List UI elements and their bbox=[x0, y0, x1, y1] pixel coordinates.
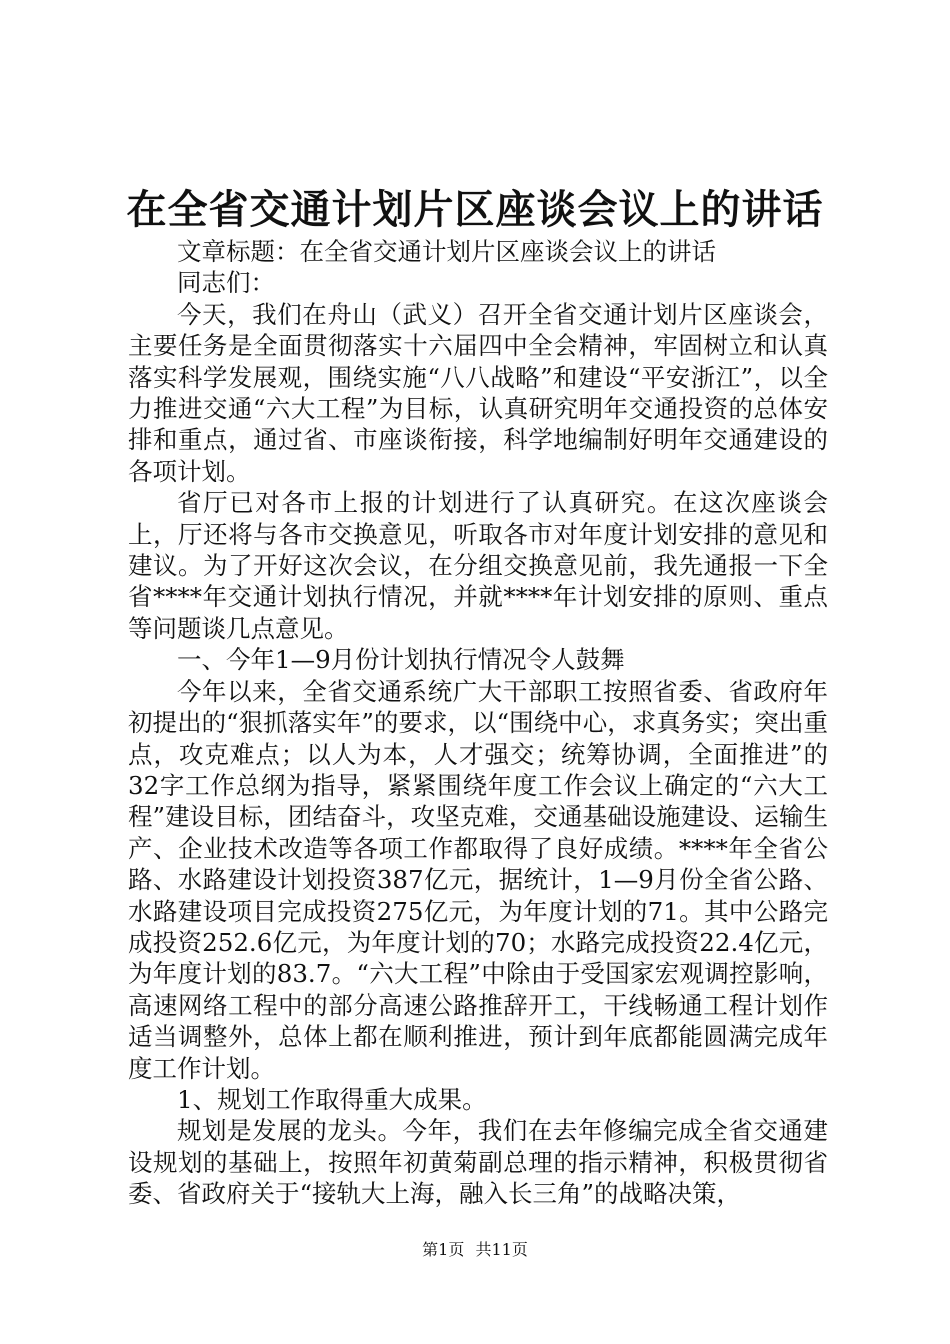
page-number: 第1页 bbox=[422, 1240, 465, 1259]
paragraph: 规划是发展的龙头。今年，我们在去年修编完成全省交通建设规划的基础上，按照年初黄菊副总理的指示精神，积极贯彻省委、省政府关于“接轨大上海，融入长三角”的战略决策， bbox=[128, 1116, 828, 1209]
page-total: 共11页 bbox=[475, 1240, 528, 1259]
paragraph: 今年以来，全省交通系统广大干部职工按照省委、省政府年初提出的“狠抓落实年”的要求，以“围绕中心，求真务实；突出重点，攻克难点；以人为本，人才强交；统筹协调，全面推进”的32字工作总纲为指导，紧紧围绕年度工作会议上确定的“六大工程”建设目标，团结奋斗，攻坚克难，交通基础设施建设、运输生产、企业技术改造等各项工作都取得了良好成绩。****年全省公路、水路建设计划投资387亿元，据统计，1—9月份全省公路、水路建设项目完成投资275亿元，为年度计划的71。其中公路完成投资252.6亿元，为年度计划的70；水路完成投资22.4亿元，为年度计划的83.7。“六大工程”中除由于受国家宏观调控影响，高速网络工程中的部分高速公路推辞开工，干线畅通工程计划作适当调整外，总体上都在顺利推进，预计到年底都能圆满完成年度工作计划。 bbox=[128, 676, 828, 1083]
paragraph: 省厅已对各市上报的计划进行了认真研究。在这次座谈会上，厅还将与各市交换意见，听取各市对年度计划安排的意见和建议。为了开好这次会议，在分组交换意见前，我先通报一下全省****年交通计划执行情况，并就****年计划安排的原则、重点等问题谈几点意见。 bbox=[128, 488, 828, 643]
subsection-heading: 1、规划工作取得重大成果。 bbox=[177, 1084, 487, 1114]
document-body bbox=[128, 236, 828, 1210]
section-heading: 一、今年1—9月份计划执行情况令人鼓舞 bbox=[177, 645, 625, 675]
paragraph: 今天，我们在舟山（武义）召开全省交通计划片区座谈会，主要任务是全面贯彻落实十六届四中全会精神，牢固树立和认真落实科学发展观，围绕实施“八八战略”和建设“平安浙江”，以全力推进交通“六大工程”为目标，认真研究明年交通投资的总体安排和重点，通过省、市座谈衔接，科学地编制好明年交通建设的各项计划。 bbox=[128, 299, 828, 486]
document-title: 在全省交通计划片区座谈会议上的讲话 bbox=[126, 186, 824, 233]
article-title-line: 文章标题：在全省交通计划片区座谈会议上的讲话 bbox=[177, 237, 716, 266]
page-footer bbox=[0, 1238, 950, 1262]
salutation: 同志们： bbox=[177, 268, 275, 298]
